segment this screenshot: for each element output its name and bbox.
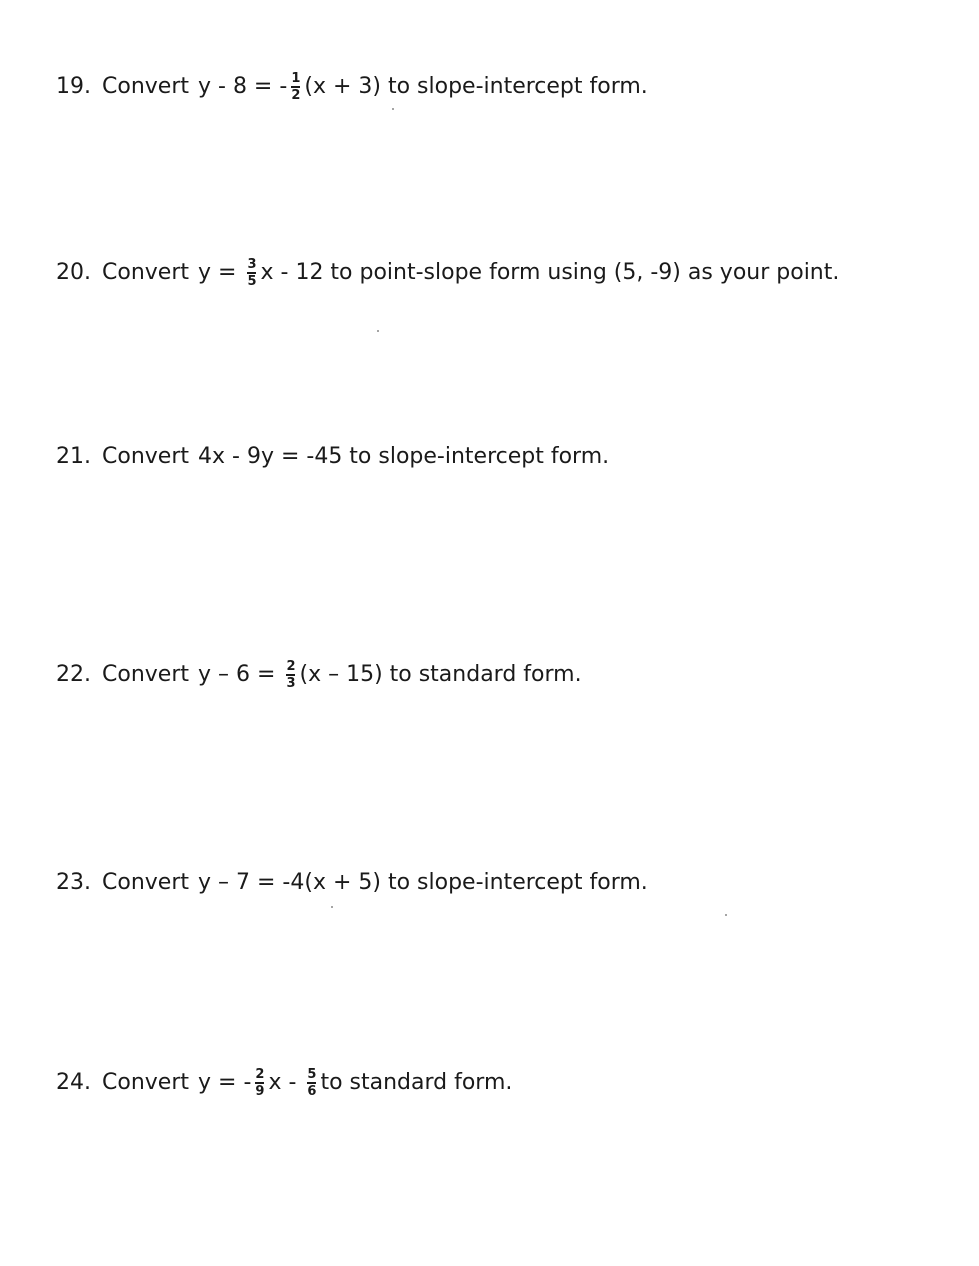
equation-left: y = bbox=[198, 260, 244, 285]
fraction bbox=[255, 1068, 264, 1098]
fraction-denominator: 6 bbox=[307, 1083, 317, 1099]
problem-number: 20. bbox=[56, 260, 91, 285]
problem-number: 19. bbox=[56, 74, 91, 99]
fraction bbox=[291, 72, 300, 102]
fraction bbox=[247, 258, 256, 288]
equation-right: (x + 3) to slope-intercept form. bbox=[304, 74, 648, 99]
problem-19 bbox=[56, 72, 648, 102]
problem-verb: Convert bbox=[102, 444, 189, 469]
equation-right: x - 12 to point-slope form using (5, -9) as your point. bbox=[260, 260, 840, 285]
problem-text: y – 7 = -4(x + 5) to slope-intercept form. bbox=[198, 870, 648, 895]
fraction-numerator: 1 bbox=[291, 71, 301, 87]
equation-left: y - 8 = - bbox=[198, 74, 288, 99]
fraction-numerator: 2 bbox=[286, 659, 296, 675]
equation-left: y – 6 = bbox=[198, 662, 283, 687]
problem-20 bbox=[56, 258, 839, 288]
problem-24 bbox=[56, 1068, 512, 1098]
problem-number: 22. bbox=[56, 662, 91, 687]
fraction-denominator: 3 bbox=[286, 675, 296, 691]
problem-verb: Convert bbox=[102, 260, 189, 285]
fraction-denominator: 2 bbox=[291, 87, 301, 103]
equation-right: to standard form. bbox=[320, 1070, 513, 1095]
problem-23 bbox=[56, 868, 648, 898]
equation-left: y = - bbox=[198, 1070, 252, 1095]
fraction-numerator: 2 bbox=[255, 1067, 265, 1083]
problem-22 bbox=[56, 660, 582, 690]
scan-speck bbox=[331, 906, 333, 908]
equation-right: (x – 15) to standard form. bbox=[299, 662, 582, 687]
fraction-numerator: 5 bbox=[307, 1067, 317, 1083]
fraction bbox=[307, 1068, 316, 1098]
fraction bbox=[286, 660, 295, 690]
scan-speck bbox=[377, 330, 379, 332]
fraction-numerator: 3 bbox=[247, 257, 257, 273]
problem-verb: Convert bbox=[102, 662, 189, 687]
problem-verb: Convert bbox=[102, 74, 189, 99]
fraction-denominator: 5 bbox=[247, 273, 257, 289]
fraction-denominator: 9 bbox=[255, 1083, 265, 1099]
problem-number: 24. bbox=[56, 1070, 91, 1095]
problem-verb: Convert bbox=[102, 870, 189, 895]
scan-speck bbox=[392, 108, 394, 110]
problem-21 bbox=[56, 442, 609, 472]
problem-number: 23. bbox=[56, 870, 91, 895]
scan-speck bbox=[725, 914, 727, 916]
equation-middle: x - bbox=[268, 1070, 304, 1095]
problem-text: 4x - 9y = -45 to slope-intercept form. bbox=[198, 444, 610, 469]
problem-verb: Convert bbox=[102, 1070, 189, 1095]
problem-number: 21. bbox=[56, 444, 91, 469]
